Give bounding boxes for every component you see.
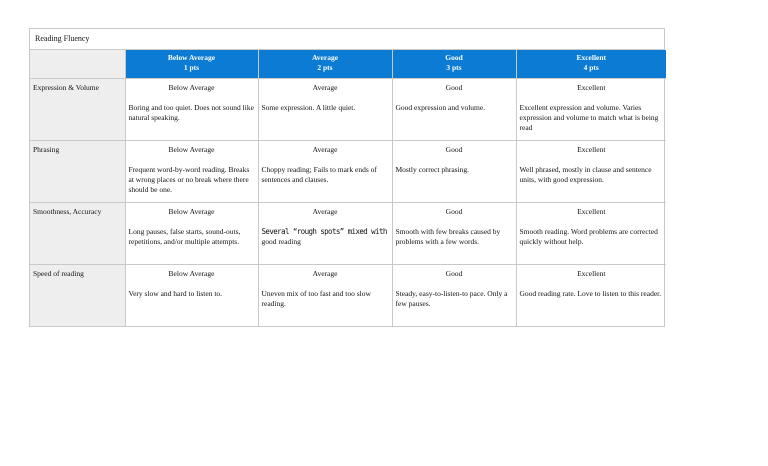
cell-level: Average [312,83,338,92]
cell-level: Below Average [168,207,215,216]
rating-cell [258,79,392,141]
level-header-below-average [125,50,258,79]
rubric-table [29,28,665,327]
criterion-name: Speed of reading [30,265,125,327]
cell-level: Below Average [168,83,215,92]
rating-cell [125,141,258,203]
cell-description: Uneven mix of too fast and too slow reading. [261,289,371,308]
cell-level: Excellent [577,269,606,278]
rating-cell [516,141,666,203]
criterion-row-speed-of-reading [30,265,666,327]
rating-cell [392,141,516,203]
cell-description [262,227,389,247]
level-points: 3 pts [446,63,462,72]
cell-level: Average [312,207,338,216]
level-points: 4 pts [583,63,599,72]
rating-cell [125,265,258,327]
cell-level: Excellent [577,145,606,154]
level-name: Below Average [167,53,216,62]
criterion-row-expression-volume [30,79,666,141]
rating-cell [516,203,666,265]
cell-level: Excellent [577,83,606,92]
cell-level: Average [312,145,338,154]
cell-level: Good [445,145,463,154]
rating-cell [516,79,666,141]
rating-cell [392,203,516,265]
cell-description: Smooth with few breaks caused by problems with a few words. [395,227,501,246]
rating-cell [516,265,666,327]
rating-cell [258,141,392,203]
level-name: Good [445,53,463,62]
level-header-good [392,50,516,79]
criterion-row-phrasing [30,141,666,203]
cell-description-part: good reading [261,237,301,246]
cell-description: Choppy reading; Fails to mark ends of sentences and clauses. [261,165,377,184]
criterion-row-smoothness-accuracy [30,203,666,265]
cell-level: Excellent [577,207,606,216]
criterion-name: Expression & Volume [30,79,125,141]
cell-level: Below Average [168,269,215,278]
cell-description: Good expression and volume. [395,103,486,112]
rating-cell [392,79,516,141]
cell-description: Smooth reading. Word problems are corrected quickly without help. [519,227,658,246]
corner-cell [30,50,125,79]
cell-level: Below Average [168,145,215,154]
rating-cell [258,265,392,327]
cell-description: Very slow and hard to listen to. [128,289,223,298]
level-points: 2 pts [317,63,333,72]
cell-description: Good reading rate. Love to listen to this reader. [519,289,662,298]
level-header-excellent [516,50,666,79]
cell-description: Boring and too quiet. Does not sound like natural speaking. [128,103,254,122]
cell-description: Mostly correct phrasing. [395,165,470,174]
cell-level: Good [445,269,463,278]
cell-description: Some expression. A little quiet. [261,103,356,112]
level-points: 1 pts [183,63,200,72]
level-name: Excellent [576,53,607,62]
rubric-title: Reading Fluency [30,29,664,50]
rating-cell [392,265,516,327]
cell-description: Steady, easy-to-listen-to pace. Only a few pauses. [395,289,508,308]
rubric-grid [30,50,666,326]
level-header-average [258,50,392,79]
rating-cell [258,203,392,265]
cell-description: Excellent expression and volume. Varies expression and volume to match what is being read [519,103,659,132]
criterion-name: Smoothness, Accuracy [30,203,125,265]
cell-description: Frequent word-by-word reading. Breaks at wrong places or no break where there should be one. [128,165,250,194]
rating-cell [125,203,258,265]
cell-level: Average [312,269,338,278]
cell-description: Well phrased, mostly in clause and sentence units, with good expression. [519,165,652,184]
level-name: Average [311,53,339,62]
cell-description: Long pauses, false starts, sound-outs, repetitions, and/or multiple attempts. [128,227,241,246]
cell-description-part: Several “rough spots” mixed with [261,227,387,236]
cell-level: Good [445,83,463,92]
rating-cell [125,79,258,141]
criterion-name: Phrasing [30,141,125,203]
cell-level: Good [445,207,463,216]
header-row [30,50,666,79]
